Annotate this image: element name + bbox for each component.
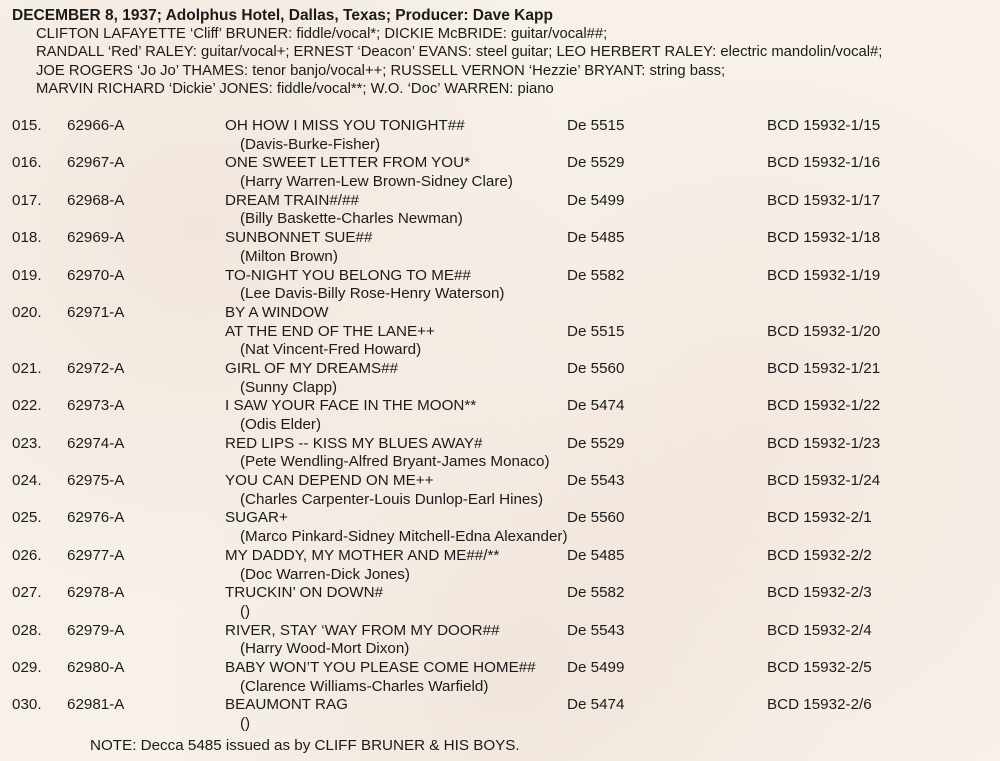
- composer-line: [12, 453, 996, 472]
- track-line: [12, 509, 996, 528]
- label-issue: De 5485: [567, 229, 625, 247]
- personnel-list: [36, 25, 996, 98]
- matrix-number: 62971-A: [67, 303, 125, 321]
- track-line: [12, 584, 996, 603]
- composer-line: [12, 341, 996, 360]
- cd-reissue: BCD 15932-2/2: [767, 546, 872, 564]
- composer-credit: (Harry Warren-Lew Brown-Sidney Clare): [240, 173, 513, 191]
- song-title: SUGAR+: [225, 509, 288, 527]
- track-number: 023.: [12, 434, 42, 452]
- label-issue: De 5515: [567, 117, 625, 134]
- track-number: 024.: [12, 472, 42, 490]
- track-line: [12, 267, 996, 286]
- cd-reissue: BCD 15932-1/17: [767, 191, 881, 209]
- track-number: 025.: [12, 509, 42, 527]
- composer-line: [12, 640, 996, 659]
- composer-credit: (Harry Wood-Mort Dixon): [240, 640, 410, 658]
- label-issue: De 5529: [567, 434, 625, 452]
- song-title: SUNBONNET SUE##: [225, 229, 373, 247]
- track-number: 029.: [12, 658, 42, 676]
- track-entry: [12, 192, 996, 229]
- matrix-number: 62972-A: [67, 359, 125, 377]
- composer-line: [12, 491, 996, 510]
- track-entry: [12, 547, 996, 584]
- label-issue: De 5499: [567, 191, 625, 209]
- cd-reissue: BCD 15932-1/16: [767, 154, 881, 172]
- personnel-line: RANDALL ‘Red’ RALEY: guitar/vocal+; ERNEST ‘Deacon’ EVANS: steel guitar; LEO HERBERT RALEY: electric mandolin/vocal#;: [36, 44, 883, 61]
- track-entry: [12, 117, 996, 154]
- matrix-number: 62967-A: [67, 154, 125, 172]
- matrix-number: 62973-A: [67, 397, 125, 415]
- composer-line: [12, 248, 996, 267]
- track-line: [12, 397, 996, 416]
- track-line: [12, 659, 996, 678]
- composer-line: [12, 603, 996, 622]
- composer-line: [12, 379, 996, 398]
- label-issue: De 5474: [567, 397, 625, 415]
- track-line: [12, 117, 996, 136]
- label-issue: De 5474: [567, 696, 625, 714]
- composer-credit: (Clarence Williams-Charles Warfield): [240, 677, 489, 695]
- personnel-line: JOE ROGERS ‘Jo Jo’ THAMES: tenor banjo/vocal++; RUSSELL VERNON ‘Hezzie’ BRYANT: string bass;: [36, 62, 726, 79]
- composer-line: [12, 136, 996, 155]
- track-entry: [12, 154, 996, 191]
- song-title: GIRL OF MY DREAMS##: [225, 359, 399, 377]
- song-title: AT THE END OF THE LANE++: [225, 322, 435, 340]
- song-title: OH HOW I MISS YOU TONIGHT##: [225, 117, 465, 134]
- session-heading: DECEMBER 8, 1937; Adolphus Hotel, Dallas, Texas; Producer: Dave Kapp: [12, 7, 553, 24]
- matrix-number: 62979-A: [67, 621, 125, 639]
- track-number: 026.: [12, 546, 42, 564]
- label-issue: De 5515: [567, 322, 625, 340]
- track-line: [12, 304, 996, 323]
- label-issue: De 5582: [567, 266, 625, 284]
- cd-reissue: BCD 15932-1/19: [767, 266, 881, 284]
- track-entry: [12, 435, 996, 472]
- personnel-line: CLIFTON LAFAYETTE ‘Cliff’ BRUNER: fiddle/vocal*; DICKIE McBRIDE: guitar/vocal##;: [36, 26, 608, 42]
- matrix-number: 62977-A: [67, 546, 125, 564]
- track-number: 016.: [12, 154, 42, 172]
- composer-line: [12, 566, 996, 585]
- matrix-number: 62969-A: [67, 229, 125, 247]
- composer-credit: (): [240, 602, 251, 620]
- composer-credit: (Pete Wendling-Alfred Bryant-James Monaco): [240, 453, 550, 471]
- matrix-number: 62974-A: [67, 434, 125, 452]
- song-title: BY A WINDOW: [225, 303, 329, 321]
- cd-reissue: BCD 15932-1/23: [767, 434, 881, 452]
- track-line: [12, 154, 996, 173]
- song-title: DREAM TRAIN#/##: [225, 191, 359, 209]
- composer-credit: (Lee Davis-Billy Rose-Henry Waterson): [240, 285, 505, 303]
- song-title: RED LIPS -- KISS MY BLUES AWAY#: [225, 434, 483, 452]
- matrix-number: 62980-A: [67, 658, 125, 676]
- personnel-line: MARVIN RICHARD ‘Dickie’ JONES: fiddle/vocal**; W.O. ‘Doc’ WARREN: piano: [36, 80, 554, 97]
- composer-credit: (Doc Warren-Dick Jones): [240, 565, 410, 583]
- song-title: I SAW YOUR FACE IN THE MOON**: [225, 397, 477, 415]
- track-list: [12, 117, 996, 734]
- cd-reissue: BCD 15932-2/4: [767, 621, 872, 639]
- composer-line: [12, 210, 996, 229]
- track-entry: [12, 584, 996, 621]
- track-entry: [12, 304, 996, 360]
- cd-reissue: BCD 15932-2/5: [767, 658, 872, 676]
- cd-reissue: BCD 15932-1/18: [767, 229, 881, 247]
- label-issue: De 5560: [567, 509, 625, 527]
- track-line: [12, 360, 996, 379]
- composer-line: [12, 173, 996, 192]
- track-number: 017.: [12, 191, 42, 209]
- track-number: 030.: [12, 696, 42, 714]
- track-number: 027.: [12, 584, 42, 602]
- label-issue: De 5485: [567, 546, 625, 564]
- track-line: [12, 435, 996, 454]
- matrix-number: 62966-A: [67, 117, 125, 134]
- label-issue: De 5543: [567, 621, 625, 639]
- composer-line: [12, 528, 996, 547]
- track-line: [12, 323, 996, 342]
- song-title: RIVER, STAY ‘WAY FROM MY DOOR##: [225, 621, 500, 639]
- matrix-number: 62968-A: [67, 191, 125, 209]
- track-number: 022.: [12, 397, 42, 415]
- matrix-number: 62976-A: [67, 509, 125, 527]
- song-title: ONE SWEET LETTER FROM YOU*: [225, 154, 471, 172]
- discography-note: NOTE: Decca 5485 issued as by CLIFF BRUNER & HIS BOYS.: [90, 737, 520, 754]
- track-number: 019.: [12, 266, 42, 284]
- label-issue: De 5560: [567, 359, 625, 377]
- cd-reissue: BCD 15932-1/15: [767, 117, 881, 134]
- song-title: BABY WON’T YOU PLEASE COME HOME##: [225, 658, 536, 676]
- cd-reissue: BCD 15932-2/6: [767, 696, 872, 714]
- matrix-number: 62978-A: [67, 584, 125, 602]
- session-header: [12, 6, 996, 98]
- track-entry: [12, 267, 996, 304]
- composer-credit: (Marco Pinkard-Sidney Mitchell-Edna Alexander): [240, 528, 568, 546]
- composer-line: [12, 678, 996, 697]
- song-title: MY DADDY, MY MOTHER AND ME##/**: [225, 546, 500, 564]
- song-title: TRUCKIN’ ON DOWN#: [225, 584, 384, 602]
- track-number: 028.: [12, 621, 42, 639]
- composer-credit: (Davis-Burke-Fisher): [240, 135, 381, 153]
- track-number: 018.: [12, 229, 42, 247]
- track-line: [12, 472, 996, 491]
- composer-line: [12, 715, 996, 734]
- song-title: YOU CAN DEPEND ON ME++: [225, 472, 434, 490]
- track-number: 021.: [12, 359, 42, 377]
- matrix-number: 62981-A: [67, 696, 125, 714]
- cd-reissue: BCD 15932-1/21: [767, 359, 881, 377]
- song-title: TO-NIGHT YOU BELONG TO ME##: [225, 266, 471, 284]
- track-line: [12, 622, 996, 641]
- song-title: BEAUMONT RAG: [225, 696, 348, 714]
- track-entry: [12, 509, 996, 546]
- matrix-number: 62975-A: [67, 472, 125, 490]
- composer-credit: (Odis Elder): [240, 416, 322, 433]
- track-number: 020.: [12, 303, 42, 321]
- label-issue: De 5543: [567, 472, 625, 490]
- cd-reissue: BCD 15932-2/3: [767, 584, 872, 602]
- composer-line: [12, 416, 996, 435]
- composer-credit: (Milton Brown): [240, 247, 338, 265]
- cd-reissue: BCD 15932-1/20: [767, 322, 881, 340]
- track-entry: [12, 229, 996, 266]
- composer-credit: (Charles Carpenter-Louis Dunlop-Earl Hines): [240, 490, 544, 508]
- composer-credit: (): [240, 715, 251, 732]
- track-entry: [12, 622, 996, 659]
- track-entry: [12, 397, 996, 434]
- track-line: [12, 547, 996, 566]
- label-issue: De 5499: [567, 658, 625, 676]
- track-entry: [12, 696, 996, 733]
- track-line: [12, 229, 996, 248]
- label-issue: De 5582: [567, 584, 625, 602]
- track-line: [12, 192, 996, 211]
- composer-line: [12, 285, 996, 304]
- cd-reissue: BCD 15932-2/1: [767, 509, 872, 527]
- composer-credit: (Sunny Clapp): [240, 378, 338, 396]
- matrix-number: 62970-A: [67, 266, 125, 284]
- track-entry: [12, 360, 996, 397]
- track-line: [12, 696, 996, 715]
- composer-credit: (Billy Baskette-Charles Newman): [240, 210, 463, 228]
- composer-credit: (Nat Vincent-Fred Howard): [240, 341, 422, 359]
- cd-reissue: BCD 15932-1/24: [767, 472, 881, 490]
- track-entry: [12, 472, 996, 509]
- track-number: 015.: [12, 117, 42, 134]
- label-issue: De 5529: [567, 154, 625, 172]
- cd-reissue: BCD 15932-1/22: [767, 397, 881, 415]
- track-entry: [12, 659, 996, 696]
